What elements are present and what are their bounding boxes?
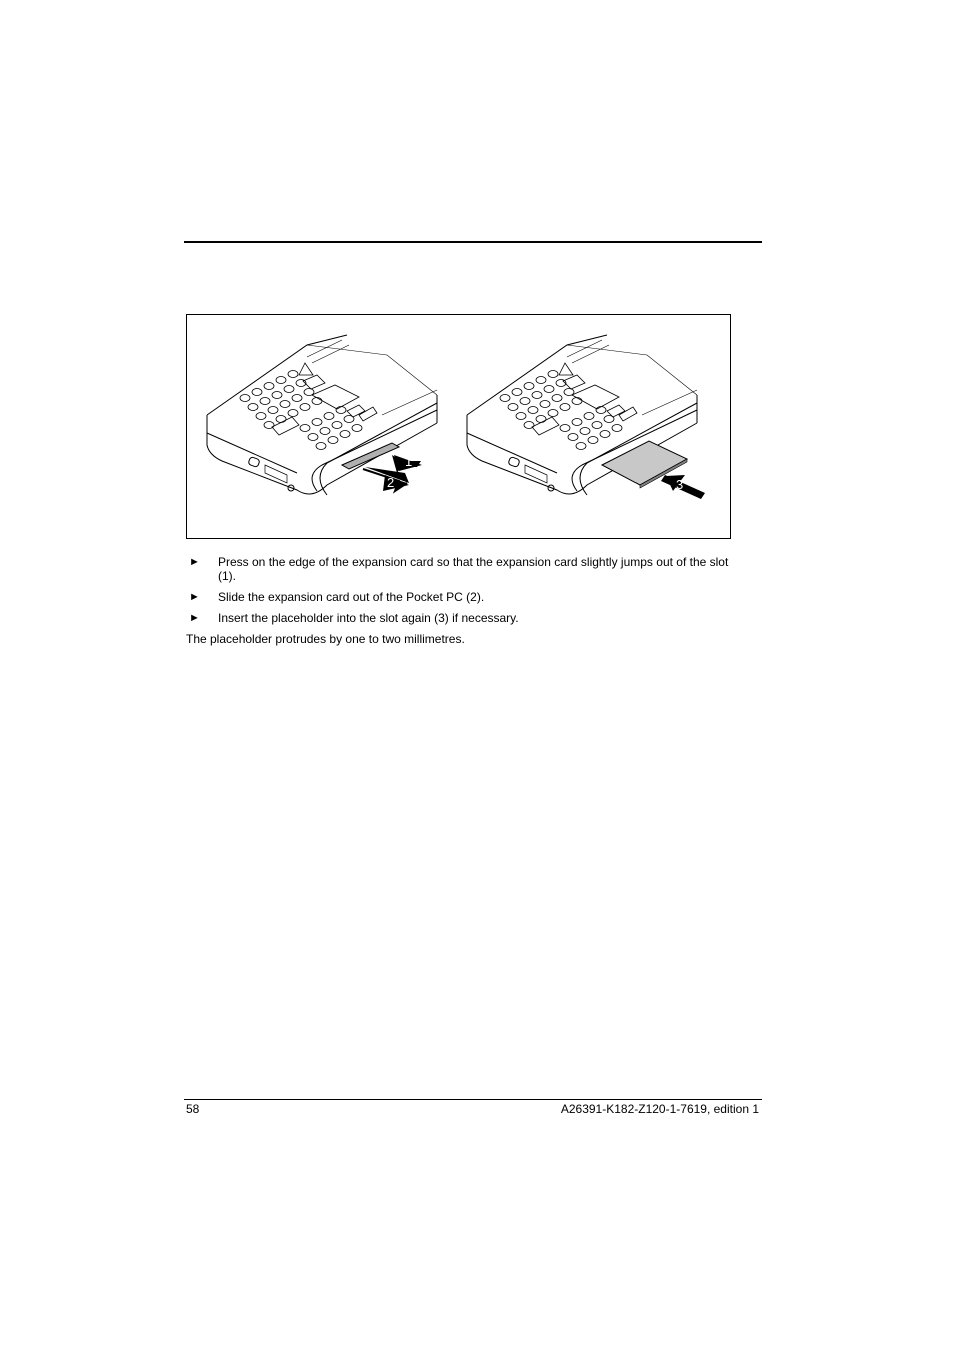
page-number: 58 (186, 1102, 200, 1116)
device-left (207, 335, 437, 495)
arrow-3 (661, 475, 705, 499)
instruction-text: Slide the expansion card out of the Pocket PC (2). (218, 590, 485, 604)
note-text: The placeholder protrudes by one to two millimetres. (186, 632, 465, 646)
callout-1: 1 (405, 454, 413, 469)
bullet-arrow-icon: ► (189, 591, 200, 603)
keyboard-left (240, 363, 377, 450)
instruction-text: Insert the placeholder into the slot again (3) if necessary. (218, 611, 519, 625)
figure-frame (186, 314, 731, 539)
header-rule (184, 241, 762, 243)
footer-rule (184, 1099, 762, 1100)
expansion-card-left (342, 443, 399, 469)
callout-3: 3 (676, 477, 684, 492)
instruction-3 (186, 611, 746, 625)
arrow-1 (392, 454, 422, 473)
bullet-arrow-icon: ► (189, 612, 200, 624)
document-id: A26391-K182-Z120-1-7619, edition 1 (560, 1102, 759, 1116)
bullet-arrow-icon: ► (189, 556, 200, 568)
pocket-pc-illustration (187, 315, 732, 540)
instruction-1 (186, 555, 746, 583)
keyboard-right (500, 363, 637, 450)
instruction-2 (186, 590, 746, 604)
arrow-2 (363, 467, 409, 491)
callout-2: 2 (387, 475, 395, 490)
instruction-text: Press on the edge of the expansion card so that the expansion card slightly jumps out of the slot (1). (218, 555, 729, 583)
